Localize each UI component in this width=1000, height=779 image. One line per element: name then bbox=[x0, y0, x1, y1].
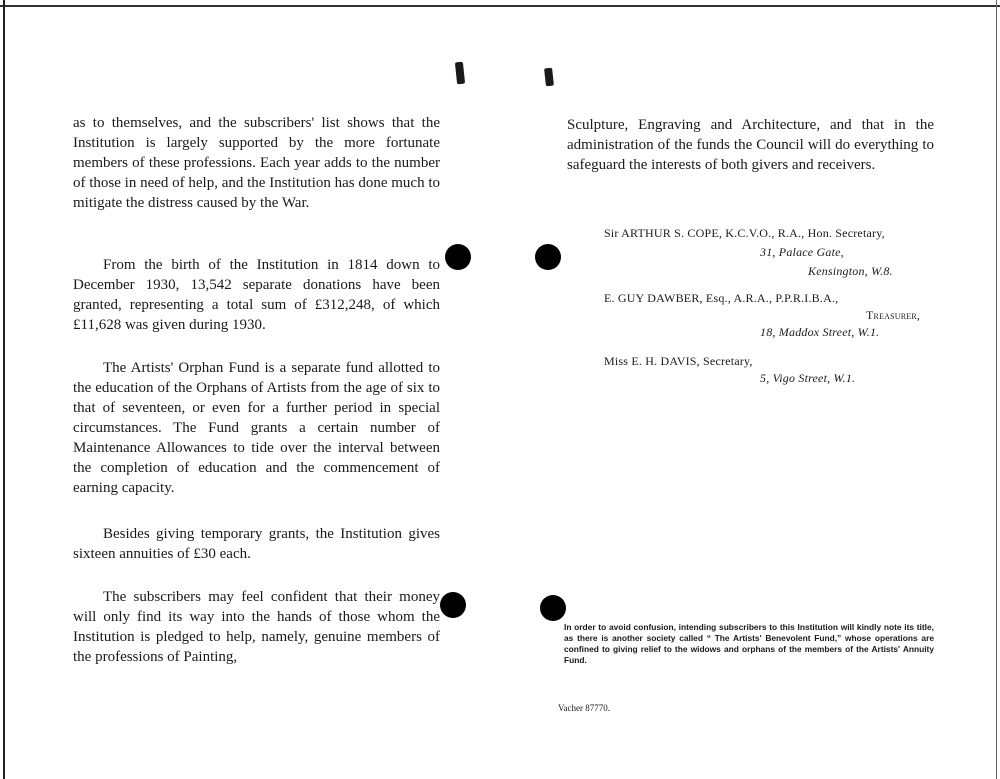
punch-hole-lower-left bbox=[440, 592, 466, 618]
officer-treasurer-name: E. GUY DAWBER, Esq., A.R.A., P.P.R.I.B.A., bbox=[604, 291, 839, 305]
left-scan-edge bbox=[3, 0, 5, 779]
top-edge-rule bbox=[0, 5, 1000, 7]
officer-hon-secretary-address-2: Kensington, W.8. bbox=[808, 264, 893, 278]
left-paragraph-3: The Artists' Orphan Fund is a separate fund allotted to the education of the Orphans of Artists from the age of six to that of seventeen, or even for a further period in special circumstances. The Fund grants a certain number of Maintenance Allowances to tide over the interval between the completion of education and the commencement of earning capacity. bbox=[73, 360, 440, 496]
punch-hole-upper-left bbox=[445, 244, 471, 270]
officer-hon-secretary-address-1: 31, Palace Gate, bbox=[760, 245, 844, 259]
officer-secretary-address: 5, Vigo Street, W.1. bbox=[760, 371, 856, 385]
staple-mark-left bbox=[455, 62, 465, 85]
printer-mark: Vacher 87770. bbox=[558, 703, 610, 713]
staple-mark-right bbox=[544, 68, 554, 87]
right-scan-edge bbox=[996, 0, 997, 779]
punch-hole-lower-right bbox=[540, 595, 566, 621]
left-paragraph-1: as to themselves, and the subscribers' list shows that the Institution is largely supported by the more fortunate members of these professions. Each year adds to the number of those in need of help, and the Institution has done much to mitigate the distress caused by the War. bbox=[73, 115, 441, 211]
left-paragraph-5: The subscribers may feel confident that their money will only find its way into the hands of those whom the Institution is pledged to help, namely, genuine members of the professions of Painting, bbox=[73, 589, 440, 665]
officer-treasurer-address: 18, Maddox Street, W.1. bbox=[760, 325, 880, 339]
right-paragraph: Sculpture, Engraving and Architecture, and that in the administration of the funds the Council will do everything to safeguard the interests of both givers and receivers. bbox=[567, 117, 934, 173]
officer-treasurer-role: Treasurer, bbox=[866, 308, 921, 322]
punch-hole-upper-right bbox=[535, 244, 561, 270]
left-paragraph-2: From the birth of the Institution in 1814 down to December 1930, 13,542 separate donations have been granted, representing a total sum of £312,248, of which £11,628 was given during 1930. bbox=[73, 257, 440, 333]
left-paragraph-4: Besides giving temporary grants, the Institution gives sixteen annuities of £30 each. bbox=[73, 526, 440, 562]
officer-secretary-name: Miss E. H. DAVIS, Secretary, bbox=[604, 354, 753, 368]
officer-hon-secretary-name: Sir ARTHUR S. COPE, K.C.V.O., R.A., Hon. Secretary, bbox=[604, 226, 885, 240]
footnote: In order to avoid confusion, intending subscribers to this Institution will kindly note its title, as there is another society called “ The Artists' Benevolent Fund,” whose operations are confined to giving relief to the widows and orphans of the members of the Artists' Annuity Fund. bbox=[564, 622, 934, 665]
